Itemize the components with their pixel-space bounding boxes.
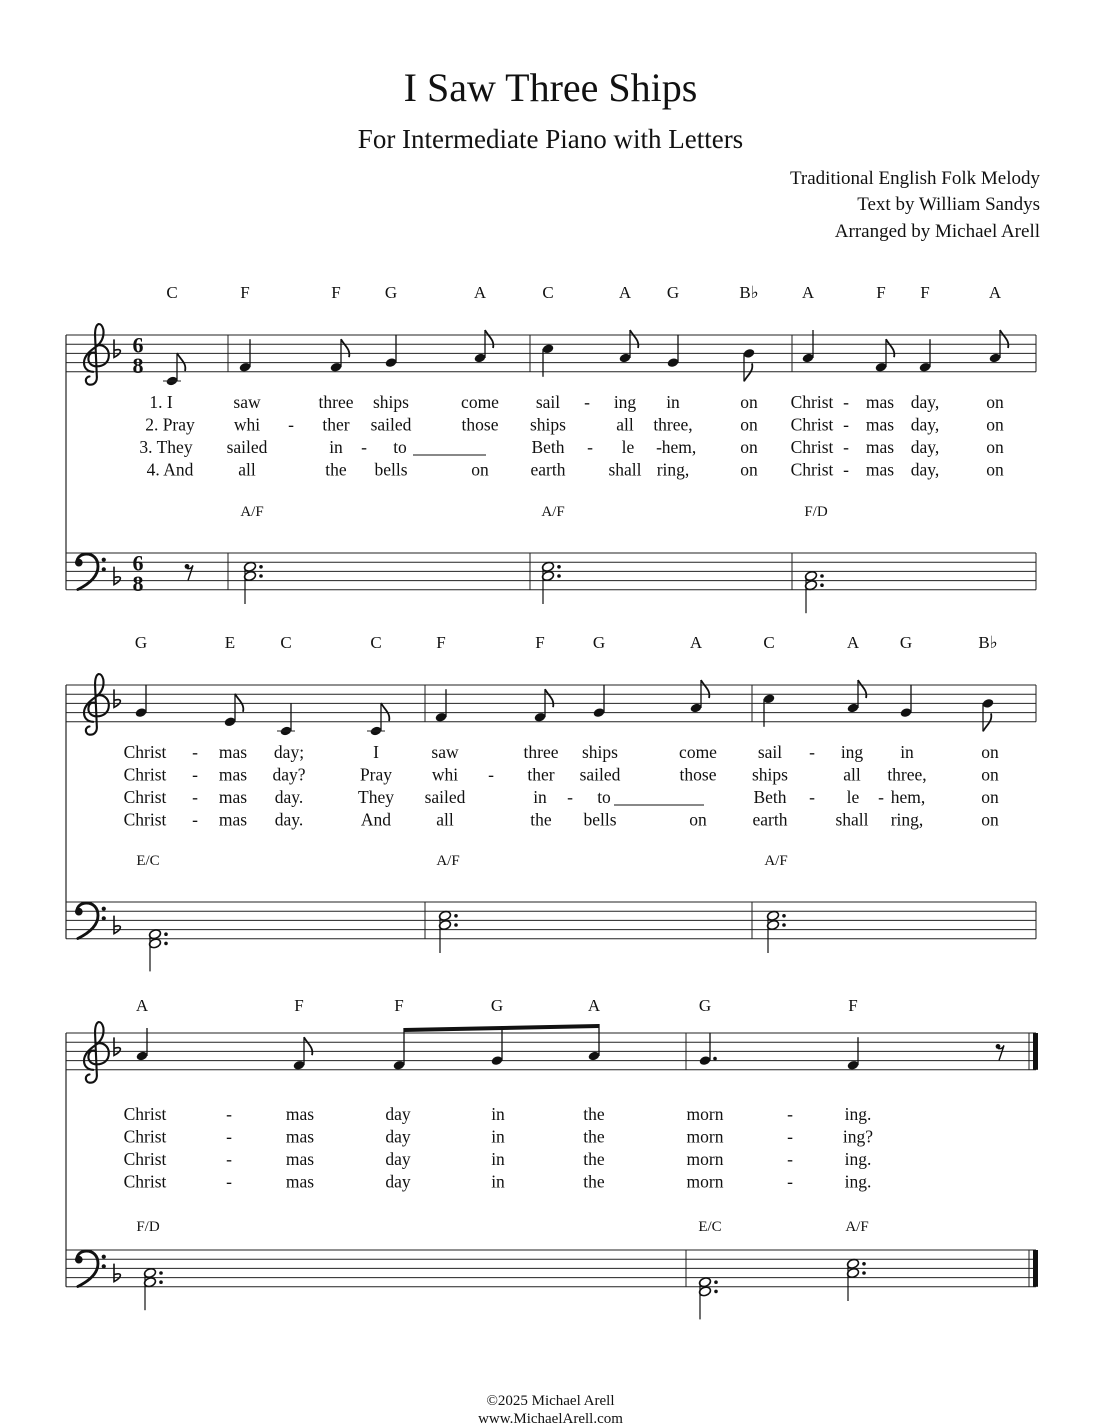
bass-dyad <box>766 910 785 953</box>
note-dot <box>454 923 458 927</box>
note-flag <box>545 689 553 707</box>
note-letter: A <box>689 633 703 652</box>
lyric-syllable: - <box>843 414 849 435</box>
melody-note <box>667 335 680 369</box>
lyric-syllable: mas <box>865 459 895 480</box>
bass-dyad <box>846 1258 865 1301</box>
lyric-syllable: - <box>288 414 294 435</box>
lyric-syllable: day, <box>910 414 940 435</box>
treble-staff-group <box>66 674 1036 735</box>
note-flag <box>485 330 493 348</box>
note-letter: A <box>618 283 632 302</box>
lyric-syllable: bells <box>583 809 617 830</box>
note-letter: F <box>848 996 858 1015</box>
lyric-syllable: Christ <box>790 392 834 412</box>
note-dot <box>557 574 561 578</box>
system-3 <box>66 1022 1038 1319</box>
lyric-syllable: in <box>666 392 680 412</box>
lyric-syllable: on <box>689 809 707 830</box>
lyric-syllable: - <box>226 1126 232 1147</box>
lyric-syllable: And <box>360 809 392 830</box>
note-letter: A <box>587 996 601 1015</box>
lyric-syllable: three <box>523 742 559 762</box>
lyric-syllable: - <box>192 809 198 830</box>
lyric-syllable: ing. <box>844 1171 872 1192</box>
lyric-syllable: come <box>679 742 717 762</box>
flat-icon <box>114 339 120 357</box>
lyric-syllable: - <box>192 742 198 762</box>
lyric-syllable: 2. Pray <box>145 414 195 435</box>
lyric-syllable: day <box>385 1171 411 1192</box>
lyric-syllable: whi <box>431 764 459 785</box>
lyric-syllable: those <box>461 414 499 435</box>
lyric-syllable: the <box>325 459 347 480</box>
lyric-syllable: mas <box>285 1171 315 1192</box>
lyric-syllable: the <box>583 1149 605 1169</box>
lyric-syllable: in <box>329 437 343 457</box>
bass-dyad <box>243 561 262 604</box>
lyric-syllable: all <box>843 764 861 785</box>
lyric-syllable: Christ <box>123 764 167 785</box>
lyric-syllable: sail <box>535 392 561 412</box>
lyric-syllable: ships <box>582 742 618 762</box>
final-barline-thick <box>1033 1033 1038 1070</box>
note-dot <box>454 914 458 918</box>
note-flag <box>304 1037 312 1055</box>
melody-note <box>743 348 756 382</box>
lyric-syllable: Pray <box>359 764 393 785</box>
note-letter: F <box>535 633 545 652</box>
lyric-syllable: ships <box>752 764 788 785</box>
note-letter: C <box>166 283 178 302</box>
lyric-syllable: on <box>986 459 1004 480</box>
note-flag <box>858 680 866 698</box>
lyric-syllable: - <box>843 459 849 480</box>
melody-note <box>135 685 148 719</box>
footer-copyright: ©2025 Michael Arell <box>486 1393 615 1409</box>
note-dot <box>159 1280 163 1284</box>
lyric-syllable: shall <box>608 459 642 480</box>
treble-clef-icon <box>84 1022 109 1083</box>
lyric-syllable: saw <box>233 392 261 412</box>
note-dot <box>159 1271 163 1275</box>
lyric-syllable: on <box>981 809 999 830</box>
note-flag <box>701 680 709 698</box>
lyric-syllable: Beth <box>531 437 565 457</box>
melody-note <box>593 685 606 719</box>
chord-label: A/F <box>541 504 565 520</box>
note-letter: G <box>698 996 712 1015</box>
lyric-syllable: day; <box>273 742 305 762</box>
lyric-syllable: morn <box>686 1171 724 1192</box>
melody-note <box>385 335 398 369</box>
lyric-syllable: ing. <box>844 1149 872 1169</box>
credit-arranger: Arranged by Michael Arell <box>834 221 1040 242</box>
lyric-syllable: all <box>238 459 256 480</box>
chord-label: F/D <box>136 1219 160 1235</box>
lyric-syllable: the <box>583 1104 605 1124</box>
lyric-syllable: 3. They <box>139 437 193 457</box>
lyric-syllable: - <box>787 1171 793 1192</box>
lyric-syllable: three, <box>887 764 927 785</box>
lyric-syllable: - <box>787 1126 793 1147</box>
note-letter: F <box>331 283 341 302</box>
lyric-syllable: on <box>740 459 758 480</box>
flat-icon <box>114 1037 120 1055</box>
lyric-syllable: day <box>385 1104 411 1124</box>
footer-website: www.MichaelArell.com <box>478 1412 623 1425</box>
note-letter: F <box>394 996 404 1015</box>
eighth-rest-icon <box>996 1044 1004 1060</box>
lyric-syllable: ing <box>613 392 637 412</box>
lyric-syllable: 1. I <box>149 392 173 412</box>
lyric-syllable: They <box>358 787 394 807</box>
lyric-syllable: morn <box>686 1149 724 1169</box>
lyric-syllable: - <box>226 1171 232 1192</box>
lyric-syllable: ring, <box>656 459 690 480</box>
lyric-syllable: day <box>385 1149 411 1169</box>
note-letter: A <box>846 633 860 652</box>
bass-staff-group <box>66 1250 1036 1287</box>
lyric-syllable: ing. <box>844 1104 872 1124</box>
lyric-syllable: hem, <box>661 437 697 457</box>
note-letter: G <box>490 996 504 1015</box>
lyric-syllable: in <box>900 742 914 762</box>
note-letter: F <box>436 633 446 652</box>
melody-note <box>277 703 295 737</box>
note-letter: F <box>876 283 886 302</box>
lyric-syllable: day, <box>910 437 940 457</box>
lyric-syllable: morn <box>686 1126 724 1147</box>
note-letter: C <box>280 633 292 652</box>
bass-dyad <box>143 1267 162 1310</box>
note-letter: G <box>666 283 680 302</box>
flat-icon <box>114 689 120 707</box>
lyric-syllable: mas <box>218 764 248 785</box>
lyric-syllable: the <box>583 1126 605 1147</box>
note-letter: F <box>920 283 930 302</box>
lyric-syllable: morn <box>686 1104 724 1124</box>
lyric-syllable: to <box>393 437 407 457</box>
treble-clef-icon <box>84 674 109 735</box>
lyric-syllable: mas <box>285 1149 315 1169</box>
lyric-syllable: ther <box>527 764 555 785</box>
lyric-syllable: ring, <box>890 809 924 830</box>
note-letter: A <box>988 283 1002 302</box>
lyric-syllable: earth <box>530 459 566 480</box>
note-flag <box>630 330 638 348</box>
lyric-syllable: I <box>373 742 379 762</box>
time-signature-bottom: 8 <box>132 352 144 378</box>
lyric-syllable: - <box>567 787 573 807</box>
note-dot <box>862 1271 866 1275</box>
note-letter: G <box>899 633 913 652</box>
treble-clef-icon <box>84 324 109 385</box>
note-dot <box>714 1280 718 1284</box>
note-letter: C <box>763 633 775 652</box>
lyric-syllable: Christ <box>790 414 834 435</box>
bass-dyad <box>541 561 560 604</box>
note-letter: E <box>224 633 236 652</box>
note-dot <box>714 1290 718 1294</box>
lyric-syllable: in <box>491 1149 505 1169</box>
lyric-syllable: ships <box>373 392 409 412</box>
note-letter: A <box>135 996 149 1015</box>
time-signature-bottom: 8 <box>132 570 144 596</box>
lyric-syllable: come <box>461 392 499 412</box>
lyric-syllable: - <box>226 1104 232 1124</box>
lyric-syllable: - <box>584 392 590 412</box>
lyric-syllable: saw <box>431 742 459 762</box>
lyric-syllable: the <box>583 1171 605 1192</box>
lyric-syllable: Beth <box>753 787 787 807</box>
lyric-syllable: on <box>471 459 489 480</box>
lyric-syllable: le <box>621 437 635 457</box>
lyric-syllable: bells <box>374 459 408 480</box>
lyric-syllable: - <box>361 437 367 457</box>
page-title: I Saw Three Ships <box>403 65 698 110</box>
lyric-syllable: le <box>846 787 860 807</box>
note-dot <box>862 1262 866 1266</box>
bass-dyad <box>438 910 457 953</box>
lyric-syllable: mas <box>865 437 895 457</box>
lyric-syllable: sailed <box>226 437 268 457</box>
lyric-syllable: mas <box>865 392 895 412</box>
time-signature-top: 6 <box>132 550 144 576</box>
lyric-syllable: all <box>436 809 454 830</box>
note-flag <box>341 339 349 357</box>
note-flag <box>235 694 243 712</box>
chord-label: E/C <box>136 853 160 869</box>
lyric-syllable: sailed <box>424 787 466 807</box>
chord-label: A/F <box>240 504 264 520</box>
lyric-syllable: on <box>981 787 999 807</box>
lyric-syllable: Christ <box>123 1126 167 1147</box>
lyric-syllable: in <box>533 787 547 807</box>
lyric-syllable: day. <box>274 787 304 807</box>
lyric-syllable: - <box>843 392 849 412</box>
eighth-rest-icon <box>185 564 193 580</box>
melody-note <box>163 353 185 387</box>
chord-label: A/F <box>764 853 788 869</box>
chord-label: A/F <box>436 853 460 869</box>
lyric-syllable: day, <box>910 392 940 412</box>
lyric-syllable: on <box>986 414 1004 435</box>
lyric-syllable: all <box>616 414 634 435</box>
lyric-syllable: three, <box>653 414 693 435</box>
note-letter: G <box>384 283 398 302</box>
bass-dyad <box>804 570 823 613</box>
note-dot <box>820 583 824 587</box>
lyric-syllable: sailed <box>370 414 412 435</box>
note-dot <box>164 932 168 936</box>
lyric-syllable: Christ <box>123 742 167 762</box>
note-flag <box>177 353 185 371</box>
note-flag <box>983 713 991 731</box>
note-dot <box>259 565 263 569</box>
lyric-syllable: Christ <box>123 809 167 830</box>
lyric-syllable: on <box>986 437 1004 457</box>
lyric-syllable: mas <box>218 809 248 830</box>
lyric-syllable: - <box>809 742 815 762</box>
treble-staff-group <box>66 1022 1036 1083</box>
lyric-syllable: day <box>385 1126 411 1147</box>
flat-icon <box>114 567 120 585</box>
lyric-syllable: Christ <box>790 459 834 480</box>
lyric-syllable: ing? <box>842 1126 874 1147</box>
lyric-syllable: - <box>587 437 593 457</box>
bass-dyad <box>148 929 167 972</box>
lyric-syllable: - <box>787 1149 793 1169</box>
chord-label: A/F <box>845 1219 869 1235</box>
note-dot <box>713 1057 717 1061</box>
treble-staff-group <box>66 324 1036 385</box>
note-letter: G <box>592 633 606 652</box>
lyric-syllable: in <box>491 1171 505 1192</box>
note-flag <box>886 339 894 357</box>
lyric-syllable: Christ <box>123 1149 167 1169</box>
lyric-syllable: - <box>488 764 494 785</box>
chord-label: E/C <box>698 1219 722 1235</box>
note-dot <box>259 574 263 578</box>
lyric-syllable: ships <box>530 414 566 435</box>
chord-label: F/D <box>804 504 828 520</box>
lyric-syllable: sail <box>757 742 783 762</box>
lyric-syllable: on <box>981 764 999 785</box>
melody-note <box>982 698 995 732</box>
lyric-syllable: - <box>809 787 815 807</box>
note-letter: G <box>134 633 148 652</box>
lyric-syllable: three <box>318 392 354 412</box>
lyric-syllable: mas <box>865 414 895 435</box>
bass-dyad <box>698 1277 717 1320</box>
melody-note <box>900 685 913 719</box>
bass-staff-group <box>66 902 1036 939</box>
lyric-syllable: - <box>787 1104 793 1124</box>
lyric-syllable: on <box>740 414 758 435</box>
lyric-syllable: on <box>740 392 758 412</box>
lyric-syllable: mas <box>218 787 248 807</box>
note-dot <box>820 574 824 578</box>
lyric-syllable: sailed <box>579 764 621 785</box>
note-letter: F <box>294 996 304 1015</box>
credit-lyricist: Text by William Sandys <box>857 194 1040 215</box>
lyric-syllable: - <box>843 437 849 457</box>
flat-icon <box>114 1264 120 1282</box>
lyric-syllable: Christ <box>123 1104 167 1124</box>
note-dot <box>782 914 786 918</box>
note-flag <box>381 703 389 721</box>
melody-note <box>367 703 389 737</box>
note-letter: A <box>801 283 815 302</box>
lyric-syllable: to <box>597 787 611 807</box>
lyric-syllable: Christ <box>790 437 834 457</box>
note-letter: A <box>473 283 487 302</box>
note-letter: B♭ <box>978 633 998 652</box>
lyric-syllable: Christ <box>123 787 167 807</box>
lyric-syllable: mas <box>218 742 248 762</box>
note-dot <box>164 942 168 946</box>
flat-icon <box>114 916 120 934</box>
lyric-syllable: in <box>491 1126 505 1147</box>
lyric-syllable: earth <box>752 809 788 830</box>
lyric-syllable: ing <box>840 742 864 762</box>
lyric-syllable: day? <box>272 764 306 785</box>
note-dot <box>557 565 561 569</box>
lyric-syllable: - <box>656 437 662 457</box>
lyric-syllable: - <box>878 787 884 807</box>
lyric-syllable: on <box>740 437 758 457</box>
lyric-syllable: whi <box>233 414 261 435</box>
note-flag <box>744 363 752 381</box>
lyric-syllable: day. <box>274 809 304 830</box>
time-signature-top: 6 <box>132 332 144 358</box>
lyric-syllable: - <box>226 1149 232 1169</box>
lyric-syllable: mas <box>285 1104 315 1124</box>
lyric-syllable: ther <box>322 414 350 435</box>
lyric-syllable: in <box>491 1104 505 1124</box>
lyric-syllable: hem, <box>890 787 926 807</box>
note-flag <box>1000 330 1008 348</box>
lyric-syllable: on <box>981 742 999 762</box>
note-letter: B♭ <box>739 283 759 302</box>
lyric-syllable: on <box>986 392 1004 412</box>
lyric-syllable: - <box>192 787 198 807</box>
lyric-syllable: day, <box>910 459 940 480</box>
lyric-syllable: the <box>530 809 552 830</box>
lyric-syllable: those <box>679 764 717 785</box>
lyric-syllable: - <box>192 764 198 785</box>
note-letter: C <box>370 633 382 652</box>
lyric-syllable: 4. And <box>146 459 194 480</box>
lyric-syllable: mas <box>285 1126 315 1147</box>
credit-composer: Traditional English Folk Melody <box>789 168 1040 189</box>
note-letter: F <box>240 283 250 302</box>
note-dot <box>782 923 786 927</box>
lyric-syllable: Christ <box>123 1171 167 1192</box>
lyric-syllable: shall <box>835 809 869 830</box>
final-barline-thick <box>1033 1250 1038 1287</box>
page-subtitle: For Intermediate Piano with Letters <box>357 124 744 154</box>
note-letter: C <box>542 283 554 302</box>
